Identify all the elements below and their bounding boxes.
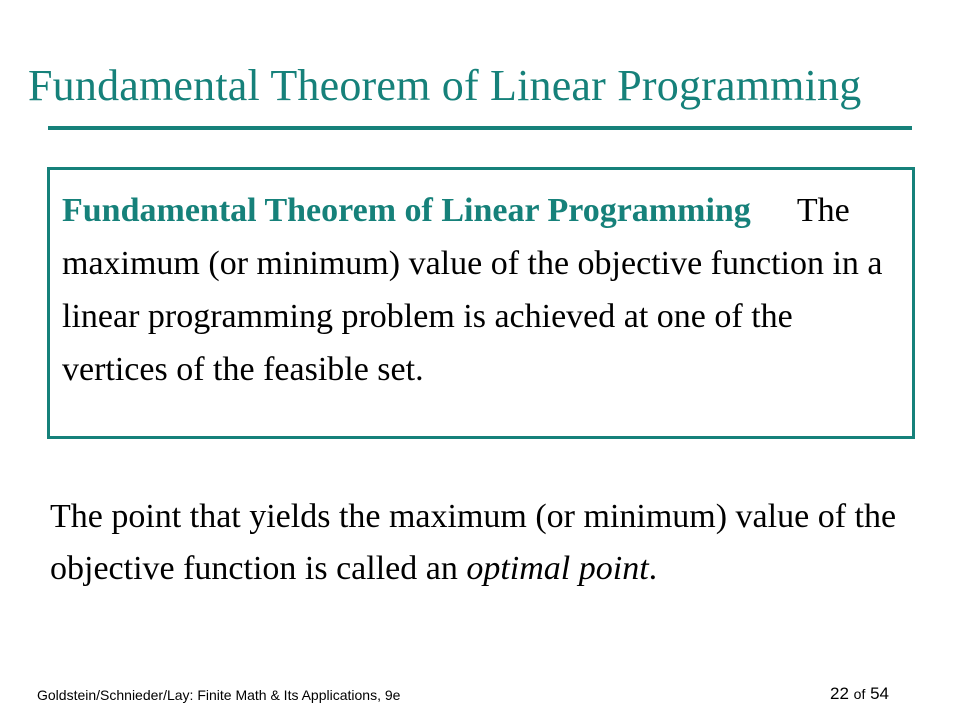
title-underline: [48, 126, 912, 130]
theorem-statement: The maximum (or minimum) value of the objective function in a linear programming problem is achieved at one of the vertices of the feasible set.: [62, 192, 883, 388]
theorem-box: [47, 167, 915, 439]
optimal-point-definition: [50, 491, 930, 595]
definition-text: The point that yields the maximum (or minimum) value of the objective function is called an: [50, 498, 897, 587]
theorem-heading: Fundamental Theorem of Linear Programming: [62, 192, 751, 229]
footer-source: Goldstein/Schnieder/Lay: Finite Math & Its Applications, 9e: [37, 687, 401, 703]
page-of: of: [853, 686, 866, 702]
definition-period: .: [648, 550, 658, 587]
page-number: [830, 684, 889, 704]
slide-title: Fundamental Theorem of Linear Programming: [28, 61, 862, 110]
page-total: 54: [870, 684, 889, 703]
optimal-point-term: optimal point: [466, 550, 649, 587]
page-current: 22: [830, 684, 849, 703]
